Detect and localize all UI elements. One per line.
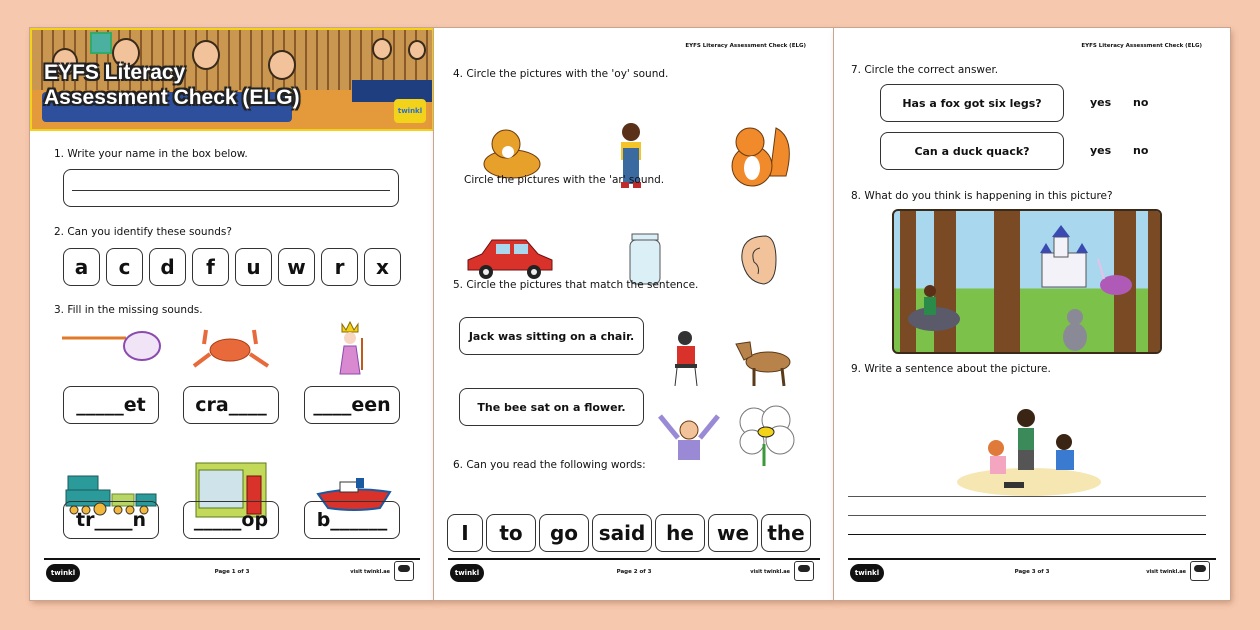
question-7-prompt: 7. Circle the correct answer. [851, 64, 999, 76]
question-3-prompt: 3. Fill in the missing sounds. [54, 304, 203, 316]
letter-card: u [235, 248, 272, 286]
yes-no-question-box: Has a fox got six legs? [880, 84, 1064, 122]
answer-yes[interactable]: yes [1090, 96, 1112, 109]
car-icon [464, 234, 554, 280]
net-icon [60, 326, 164, 368]
horse-icon [732, 338, 800, 390]
question-2-prompt: 2. Can you identify these sounds? [54, 226, 232, 238]
word-card: to [486, 514, 536, 552]
quality-badge-icon [394, 561, 414, 581]
banner-title-line-2: Assessment Check (ELG) [44, 86, 300, 109]
fill-box-crab[interactable]: cra____ [183, 386, 279, 424]
title-banner [30, 28, 434, 131]
letter-card: d [149, 248, 186, 286]
question-4-prompt: 4. Circle the pictures with the 'oy' sound. [453, 68, 669, 80]
twinkl-logo: twinkl [394, 99, 426, 123]
bee-on-flower-icon [734, 404, 798, 468]
footer-rule [448, 558, 820, 560]
name-input-box[interactable] [63, 169, 399, 207]
running-header: EYFS Literacy Assessment Check (ELG) [1081, 43, 1202, 49]
letter-card: a [63, 248, 100, 286]
twinkl-logo: twinkl [850, 564, 884, 582]
fill-box-shop[interactable]: _____op [183, 501, 279, 539]
unicorn-icon [1094, 255, 1138, 309]
letter-card: x [364, 248, 401, 286]
question-8-prompt: 8. What do you think is happening in this picture? [851, 190, 1113, 202]
writing-line [72, 190, 390, 191]
boy-on-chair-icon [671, 330, 703, 388]
answer-no[interactable]: no [1133, 96, 1149, 109]
letter-sound-cards [63, 248, 401, 286]
twinkl-logo: twinkl [450, 564, 484, 582]
tree-icon [994, 211, 1020, 352]
worksheet-page-3 [834, 28, 1230, 600]
answer-writing-line[interactable] [848, 496, 1206, 497]
sight-word-cards [447, 514, 811, 552]
fill-box-queen[interactable]: ____een [304, 386, 400, 424]
question-1-prompt: 1. Write your name in the box below. [54, 148, 248, 160]
footer-visit-link[interactable]: visit twinkl.ae [350, 569, 390, 575]
word-card: he [655, 514, 705, 552]
page-number: Page 1 of 3 [214, 569, 250, 575]
page-number: Page 2 of 3 [616, 569, 652, 575]
footer-visit-link[interactable]: visit twinkl.ae [1146, 569, 1186, 575]
answer-no[interactable]: no [1133, 144, 1149, 157]
question-9-prompt: 9. Write a sentence about the picture. [851, 363, 1051, 375]
word-card: the [761, 514, 811, 552]
crab-icon [190, 324, 272, 372]
word-card: said [592, 514, 652, 552]
answer-writing-line[interactable] [848, 534, 1206, 535]
cat-icon [724, 120, 796, 190]
ear-icon [736, 232, 780, 286]
footer-rule [44, 558, 420, 560]
footer-visit-link[interactable]: visit twinkl.ae [750, 569, 790, 575]
letter-card: f [192, 248, 229, 286]
footer-rule [848, 558, 1216, 560]
question-6-prompt: 6. Can you read the following words: [453, 459, 646, 471]
jar-icon [628, 232, 662, 286]
word-card: we [708, 514, 758, 552]
child-icon [372, 38, 392, 60]
letter-card: c [106, 248, 143, 286]
child-icon [408, 40, 426, 60]
page-number: Page 3 of 3 [1014, 569, 1050, 575]
fill-box-net[interactable]: _____et [63, 386, 159, 424]
worksheet-page-2 [434, 28, 834, 600]
yes-no-question-box: Can a duck quack? [880, 132, 1064, 170]
word-card: I [447, 514, 483, 552]
running-header: EYFS Literacy Assessment Check (ELG) [685, 43, 806, 49]
banner-title-line-1: EYFS Literacy [44, 61, 186, 84]
answer-writing-line[interactable] [848, 515, 1206, 516]
quality-badge-icon [1190, 561, 1210, 581]
word-card: go [539, 514, 589, 552]
quality-badge-icon [794, 561, 814, 581]
fairytale-forest-scene [892, 209, 1162, 354]
letter-card: r [321, 248, 358, 286]
horse-rider-icon [900, 281, 970, 341]
letter-card: w [278, 248, 315, 286]
question-5-prompt: 5. Circle the pictures that match the sentence. [453, 279, 699, 291]
queen-icon [332, 320, 368, 378]
classroom-poster-icon [90, 32, 112, 54]
banner-title [44, 60, 300, 110]
fill-box-train[interactable]: tr____n [63, 501, 159, 539]
wolf-icon [1058, 307, 1092, 353]
sentence-box: Jack was sitting on a chair. [459, 317, 644, 355]
girl-icon [656, 410, 722, 460]
sentence-box: The bee sat on a flower. [459, 388, 644, 426]
fill-box-boat[interactable]: b______ [304, 501, 400, 539]
answer-yes[interactable]: yes [1090, 144, 1112, 157]
tree-icon [1148, 211, 1162, 352]
castle-icon [1034, 225, 1094, 289]
question-4-sub-prompt: Circle the pictures with the 'ar' sound. [464, 174, 665, 186]
worksheet-page-1 [30, 28, 434, 600]
children-playing-scene [954, 408, 1104, 498]
twinkl-logo: twinkl [46, 564, 80, 582]
